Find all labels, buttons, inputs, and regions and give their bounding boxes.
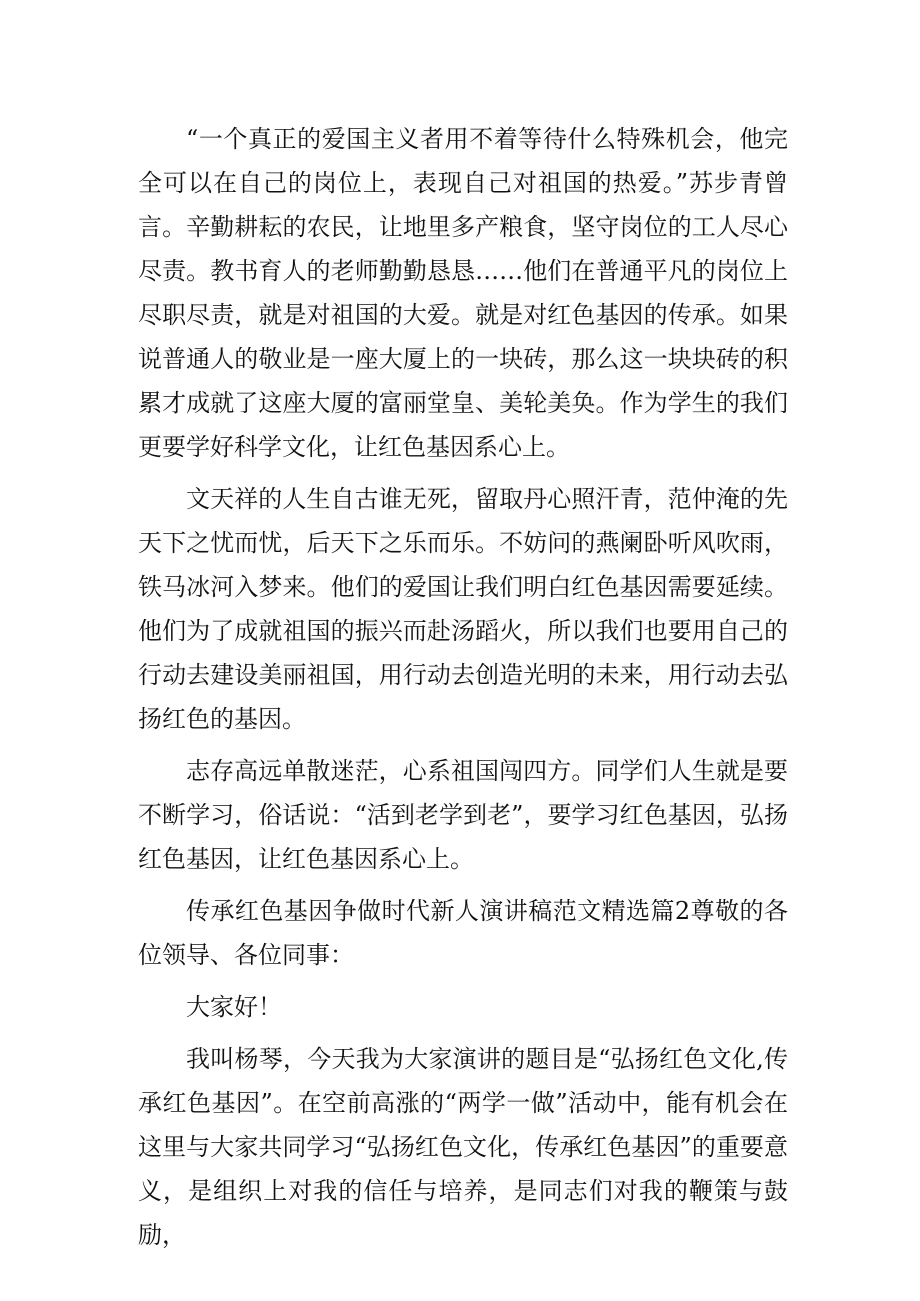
- paragraph-speech-two-heading: 传承红色基因争做时代新人演讲稿范文精选篇2尊敬的各位领导、各位同事：: [138, 897, 788, 969]
- paragraph-speech-intro: 我叫杨琴，今天我为大家演讲的题目是“弘扬红色文化,传承红色基因”。在空前高涨的“两学一做”活动中，能有机会在这里与大家共同学习“弘扬红色文化，传承红色基因”的重要意义，是组织上对我的信任与培养，是同志们对我的鞭策与鼓励，: [138, 1045, 788, 1249]
- document-body: [138, 117, 788, 1265]
- paragraph-patriotism-quote: “一个真正的爱国主义者用不着等待什么特殊机会，他完全可以在自己的岗位上，表现自己对祖国的热爱。”苏步青曾言。辛勤耕耘的农民，让地里多产粮食，坚守岗位的工人尽心尽责。教书育人的老师勤勤恳恳……他们在普通平凡的岗位上尽职尽责，就是对祖国的大爱。就是对红色基因的传承。如果说普通人的敬业是一座大厦上的一块砖，那么这一块块砖的积累才成就了这座大厦的富丽堂皇、美轮美奂。作为学生的我们更要学好科学文化，让红色基因系心上。: [138, 125, 788, 461]
- paragraph-lifelong-learning: 志存高远单散迷茫，心系祖国闯四方。同学们人生就是要不断学习，俗话说：“活到老学到老”，要学习红色基因，弘扬红色基因，让红色基因系心上。: [138, 757, 788, 873]
- paragraph-greeting: 大家好！: [186, 993, 282, 1021]
- paragraph-historical-figures: 文天祥的人生自古谁无死，留取丹心照汗青，范仲淹的先天下之忧而忧，后天下之乐而乐。不妨问的燕阑卧听风吹雨，铁马冰河入梦来。他们的爱国让我们明白红色基因需要延续。他们为了成就祖国的振兴而赴汤蹈火，所以我们也要用自己的行动去建设美丽祖国，用行动去创造光明的未来，用行动去弘扬红色的基因。: [138, 485, 788, 733]
